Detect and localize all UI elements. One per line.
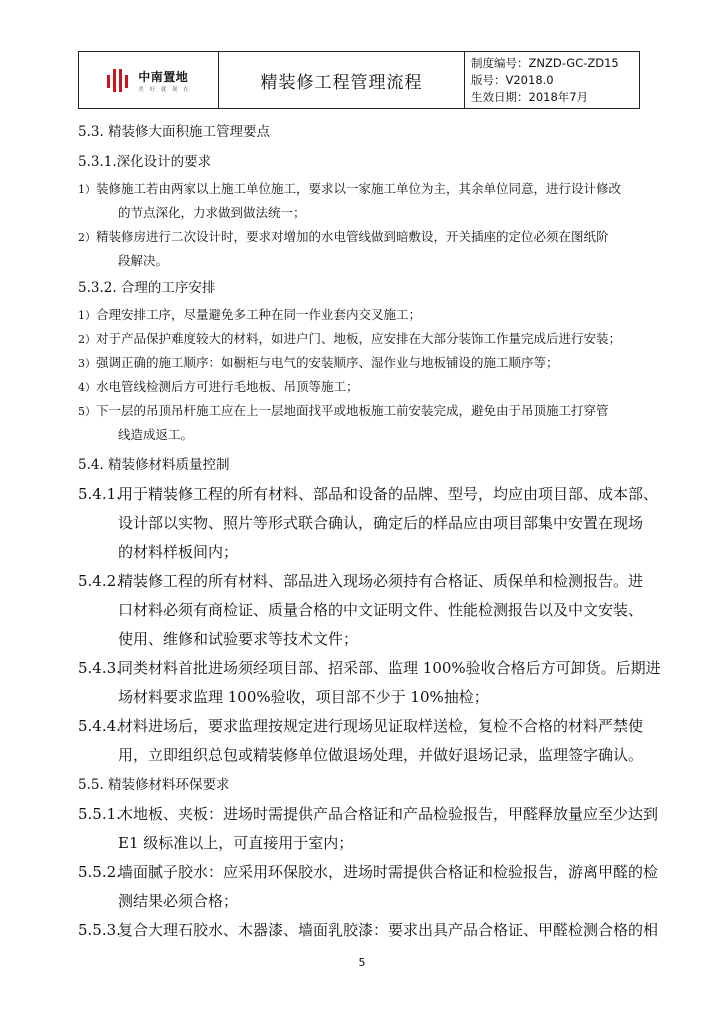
list-item-number: 5.4.1. — [78, 485, 121, 503]
list-item-number: 2） — [78, 333, 96, 346]
list-item-text: 精装修工程的所有材料、部品进入现场必须持有合格证、质保单和检测报告。进 — [118, 572, 644, 590]
list-item-text: 线造成返工。 — [118, 427, 194, 442]
list-item — [78, 567, 644, 654]
list-item — [78, 712, 644, 770]
list-item-line — [78, 225, 640, 249]
section-heading: 5.4. 精装修材料质量控制 — [78, 457, 230, 473]
list-item — [78, 177, 640, 225]
list-item — [78, 225, 640, 273]
list-item — [78, 654, 661, 712]
logo-cell — [79, 52, 219, 108]
list-item-text: 段解决。 — [118, 253, 169, 268]
list-item — [78, 375, 640, 399]
list-item-number: 5.5.1. — [78, 805, 121, 823]
list-item-line — [78, 712, 644, 741]
company-slogan: 美 好 就 现 在 — [138, 86, 191, 93]
company-logo — [106, 66, 191, 94]
list-item-line — [78, 327, 640, 351]
list-item-text: 装修施工若由两家以上施工单位施工，要求以一家施工单位为主，其余单位同意，进行设计修改 — [96, 181, 622, 196]
list-item-text: 木地板、夹板：进场时需提供产品合格证和产品检验报告，甲醛释放量应至少达到 — [118, 805, 659, 823]
list-item-text: 材料进场后，要求监理按规定进行现场见证取样送检，复检不合格的材料严禁使 — [118, 717, 644, 735]
company-name: 中南置地 — [138, 69, 189, 84]
item-list — [78, 303, 640, 447]
list-item — [78, 858, 659, 916]
page-number: 5 — [358, 956, 366, 969]
document-meta — [465, 52, 639, 108]
list-item-text: 同类材料首批进场须经项目部、招采部、监理 100%验收合格后方可卸货。后期进 — [118, 659, 661, 677]
list-item-text: 测结果必须合格； — [118, 892, 239, 910]
list-item — [78, 480, 659, 567]
subsection-heading: 5.3.2. 合理的工序安排 — [78, 280, 216, 296]
list-item-text: 用，立即组织总包或精装修单位做退场处理，并做好退场记录，监理签字确认。 — [118, 746, 644, 764]
list-item — [78, 800, 659, 858]
list-item-text: 用于精装修工程的所有材料、部品和设备的品牌、型号，均应由项目部、成本部、 — [118, 485, 659, 503]
item-list — [78, 177, 640, 273]
subsection-heading: 5.3.1.深化设计的要求 — [78, 154, 212, 170]
list-item-text: E1 级标准以上，可直接用于室内； — [118, 834, 354, 852]
list-item-number: 5.5.3. — [78, 921, 121, 939]
doc-effective-date: 生效日期：2018年7月 — [471, 90, 589, 105]
list-item-line — [78, 858, 659, 887]
list-item-number: 2） — [78, 231, 96, 244]
list-item-text: 复合大理石胶水、木器漆、墙面乳胶漆：要求出具产品合格证、甲醛检测合格的相 — [118, 921, 659, 939]
list-item-number: 5.5.2. — [78, 863, 121, 881]
list-item-text: 的材料样板间内； — [118, 543, 239, 561]
list-item-line — [78, 916, 659, 945]
list-item-number: 4） — [78, 381, 96, 394]
list-item-line — [78, 887, 640, 916]
list-item-text: 下一层的吊顶吊杆施工应在上一层地面找平或地板施工前安装完成，避免由于吊顶施工打穿管 — [96, 403, 609, 418]
list-item — [78, 303, 640, 327]
list-item-text: 水电管线检测后方可进行毛地板、吊顶等施工； — [96, 379, 359, 394]
list-item-line — [78, 741, 644, 770]
list-item-number: 5） — [78, 405, 96, 418]
list-item-line — [78, 567, 644, 596]
logo-bars-icon — [106, 66, 132, 94]
list-item — [78, 351, 640, 375]
list-item-line — [78, 249, 640, 273]
list-item-line — [78, 509, 644, 538]
list-item-line — [78, 303, 640, 327]
list-item-line — [78, 351, 640, 375]
doc-version: 版号：V2018.0 — [471, 72, 554, 87]
list-item — [78, 399, 640, 447]
list-item-line — [78, 625, 640, 654]
doc-code: 制度编号：ZNZD-GC-ZD15 — [471, 55, 619, 70]
list-item-text: 精装修房进行二次设计时，要求对增加的水电管线做到暗敷设，开关插座的定位必须在图纸阶 — [96, 229, 609, 244]
list-item-number: 5.4.3. — [78, 659, 121, 677]
list-item-text: 的节点深化，力求做到做法统一； — [118, 205, 306, 220]
list-item-line — [78, 375, 640, 399]
list-item — [78, 916, 659, 945]
list-item-number: 5.4.2. — [78, 572, 121, 590]
document-header — [78, 51, 640, 109]
list-item-line — [78, 480, 659, 509]
item-list — [78, 480, 661, 770]
list-item-line — [78, 683, 640, 712]
section-heading: 5.3. 精装修大面积施工管理要点 — [78, 124, 271, 140]
list-item-number: 1） — [78, 183, 96, 196]
list-item-text: 口材料必须有商检证、质量合格的中文证明文件、性能检测报告以及中文安装、 — [118, 601, 644, 619]
list-item-line — [78, 829, 640, 858]
list-item-line — [78, 177, 640, 201]
list-item-text: 对于产品保护难度较大的材料，如进户门、地板，应安排在大部分装饰工作量完成后进行安装； — [96, 331, 622, 346]
document-title: 精装修工程管理流程 — [219, 52, 465, 108]
list-item-text: 合理安排工序，尽量避免多工种在同一作业套内交叉施工； — [96, 307, 422, 322]
list-item-text: 墙面腻子胶水：应采用环保胶水，进场时需提供合格证和检验报告，游离甲醛的检 — [118, 863, 659, 881]
list-item-text: 设计部以实物、照片等形式联合确认，确定后的样品应由项目部集中安置在现场 — [118, 514, 644, 532]
list-item-line — [78, 399, 640, 423]
section-heading: 5.5. 精装修材料环保要求 — [78, 777, 230, 793]
list-item-line — [78, 654, 661, 683]
list-item-line — [78, 423, 640, 447]
item-list — [78, 800, 659, 945]
list-item-line — [78, 201, 640, 225]
document-body — [78, 117, 661, 945]
list-item-line — [78, 538, 640, 567]
list-item-number: 5.4.4. — [78, 717, 121, 735]
list-item-text: 使用、维修和试验要求等技术文件； — [118, 630, 359, 648]
list-item — [78, 327, 640, 351]
list-item-line — [78, 800, 659, 829]
list-item-number: 1） — [78, 309, 96, 322]
list-item-text: 场材料要求监理 100%验收，项目部不少于 10%抽检； — [118, 688, 489, 706]
list-item-text: 强调正确的施工顺序：如橱柜与电气的安装顺序、湿作业与地板铺设的施工顺序等； — [96, 355, 559, 370]
list-item-number: 3） — [78, 357, 96, 370]
list-item-line — [78, 596, 644, 625]
